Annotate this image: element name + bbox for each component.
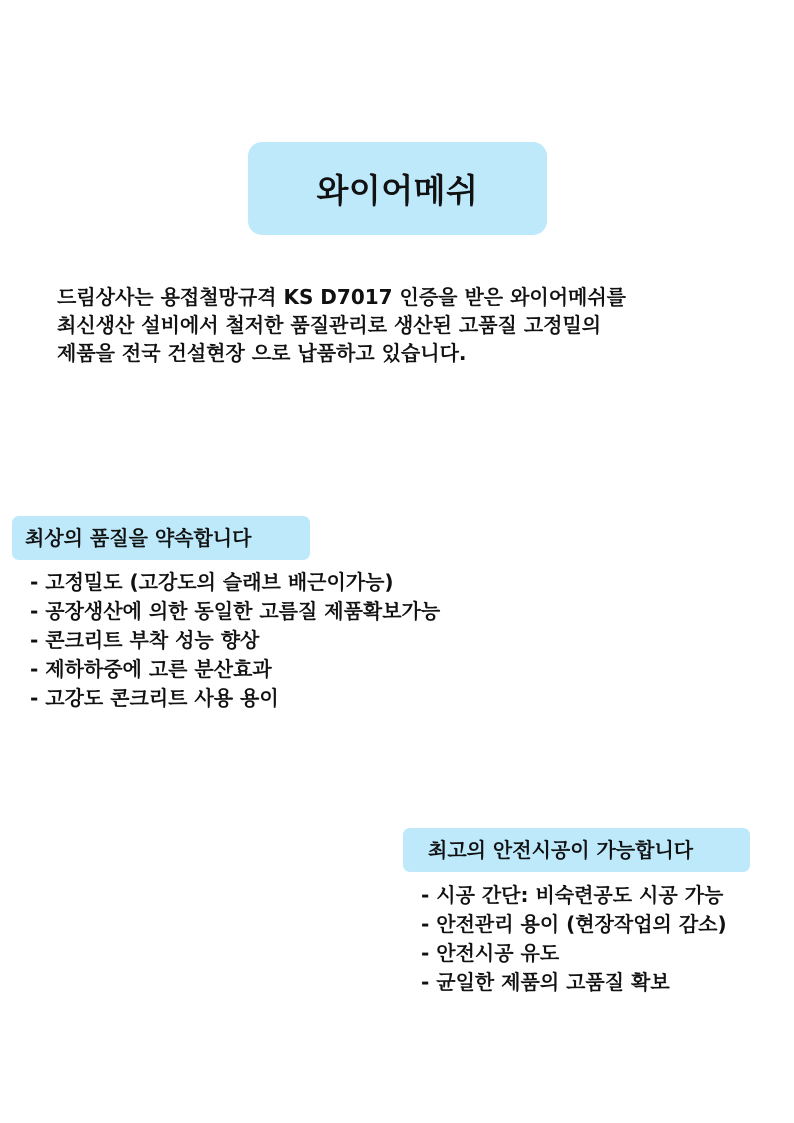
list-item: - 콘크리트 부착 성능 향상 (30, 628, 260, 652)
quality-section-heading: 최상의 품질을 약속합니다 (12, 516, 310, 560)
list-item: - 안전관리 용이 (현장작업의 감소) (421, 912, 727, 936)
safety-feature-list (421, 881, 727, 997)
list-item: - 공장생산에 의한 동일한 고름질 제품확보가능 (30, 599, 441, 623)
safety-section-heading: 최고의 안전시공이 가능합니다 (403, 828, 750, 872)
intro-line: 최신생산 설비에서 철저한 품질관리로 생산된 고품질 고정밀의 (57, 313, 602, 337)
page-title: 와이어메쉬 (316, 171, 479, 210)
list-item: - 고강도 콘크리트 사용 용이 (30, 686, 279, 710)
list-item: - 시공 간단: 비숙련공도 시공 가능 (421, 883, 724, 907)
intro-line: 제품을 전국 건설현장 으로 납품하고 있습니다. (57, 341, 467, 365)
list-item: - 균일한 제품의 고품질 확보 (421, 970, 670, 994)
list-item: - 제하하중에 고른 분산효과 (30, 657, 272, 681)
intro-paragraph (57, 283, 757, 367)
title-banner (248, 142, 547, 235)
intro-line: 드림상사는 용접철망규격 KS D7017 인증을 받은 와이어메쉬를 (57, 285, 626, 309)
quality-feature-list (30, 568, 440, 713)
list-item: - 안전시공 유도 (421, 941, 560, 965)
list-item: - 고정밀도 (고강도의 슬래브 배근이가능) (30, 570, 394, 594)
